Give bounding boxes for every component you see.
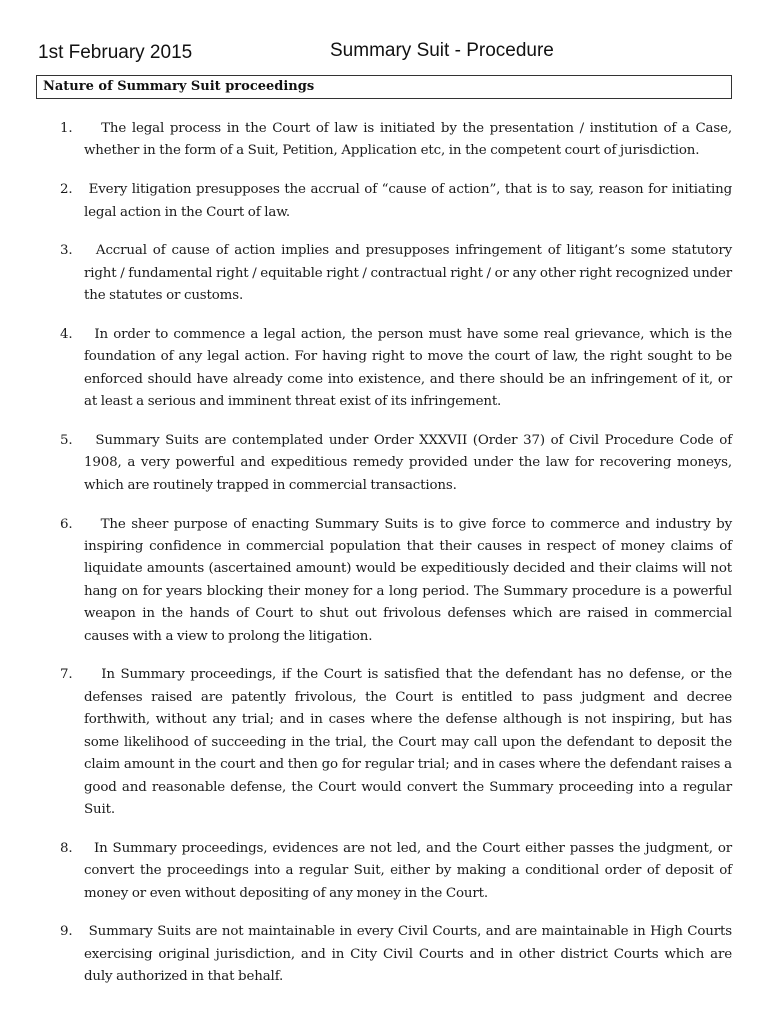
list-item-text: The legal process in the Court of law is initiated by the presentation / institution of a Case, whether in the form of a Suit, Petition, Application etc, in the competent court of jurisdiction. <box>84 121 732 159</box>
list-item-text: In Summary proceedings, evidences are not led, and the Court either passes the judgment, or convert the proceedings into a regular Suit, either by making a conditional order of deposit of money or even without depositing of any money in the Court. <box>84 840 732 901</box>
list-item-text: In order to commence a legal action, the person must have some real grievance, which is the foundation of any legal action. For having right to move the court of law, the right sought to be enforced should have already come into existence, and there should be an infringement of it, or at least a serious and imminent threat exist of its infringement. <box>84 327 732 410</box>
list-item-number: 6. <box>60 516 73 532</box>
header-date: 1st February 2015 <box>38 42 193 63</box>
numbered-list <box>0 118 768 1005</box>
list-item-text: Summary Suits are contemplated under Order XXXVII (Order 37) of Civil Procedure Code of 1908, a very powerful and expeditious remedy provided under the law for recovering moneys, which are routinely trapped in commercial transactions. <box>84 433 732 493</box>
list-item <box>0 179 768 224</box>
list-item-text: Every litigation presupposes the accrual of “cause of action”, that is to say, reason for initiating legal action in the Court of law. <box>84 182 732 220</box>
list-item <box>0 921 768 988</box>
page-header <box>38 40 732 70</box>
header-title: Summary Suit - Procedure <box>330 40 554 61</box>
list-item-text: The sheer purpose of enacting Summary Suits is to give force to commerce and industry by inspiring confidence in commercial population that their causes in respect of money claims of liquidate amounts (ascertained amount) would be expeditiously decided and their claims will not hang on for years blocking their money for a long period. The Summary procedure is a powerful weapon in the hands of Court to shut out frivolous defenses which are raised in commercial causes with a view to prolong the litigation. <box>84 516 732 644</box>
list-item-number: 7. <box>60 667 73 683</box>
list-item-number: 5. <box>60 433 73 449</box>
list-item-number: 8. <box>60 840 73 856</box>
section-title: Nature of Summary Suit proceedings <box>36 75 732 99</box>
list-item <box>0 430 768 497</box>
list-item-text: Accrual of cause of action implies and presupposes infringement of litigant’s some statutory right / fundamental right / equitable right / contractual right / or any other right recognized under the statutes or customs. <box>84 243 732 304</box>
list-item-number: 4. <box>60 327 73 343</box>
list-item <box>0 838 768 905</box>
list-item-number: 2. <box>60 182 73 198</box>
list-item <box>0 514 768 648</box>
list-item <box>0 240 768 307</box>
list-item <box>0 118 768 163</box>
list-item <box>0 664 768 821</box>
list-item-number: 1. <box>60 121 73 136</box>
list-item-number: 3. <box>60 243 73 259</box>
list-item-text: In Summary proceedings, if the Court is satisfied that the defendant has no defense, or the defenses raised are patently frivolous, the Court is entitled to pass judgment and decree forthwith, without any trial; and in cases where the defense although is not inspiring, but has some likelihood of succeeding in the trial, the Court may call upon the defendant to deposit the claim amount in the court and then go for regular trial; and in cases where the defendant raises a good and reasonable defense, the Court would convert the Summary proceeding into a regular Suit. <box>84 667 732 817</box>
list-item <box>0 324 768 414</box>
list-item-text: Summary Suits are not maintainable in every Civil Courts, and are maintainable in High Courts exercising original jurisdiction, and in City Civil Courts and in other district Courts which are duly authorized in that behalf. <box>84 924 732 985</box>
list-item-number: 9. <box>60 924 73 940</box>
